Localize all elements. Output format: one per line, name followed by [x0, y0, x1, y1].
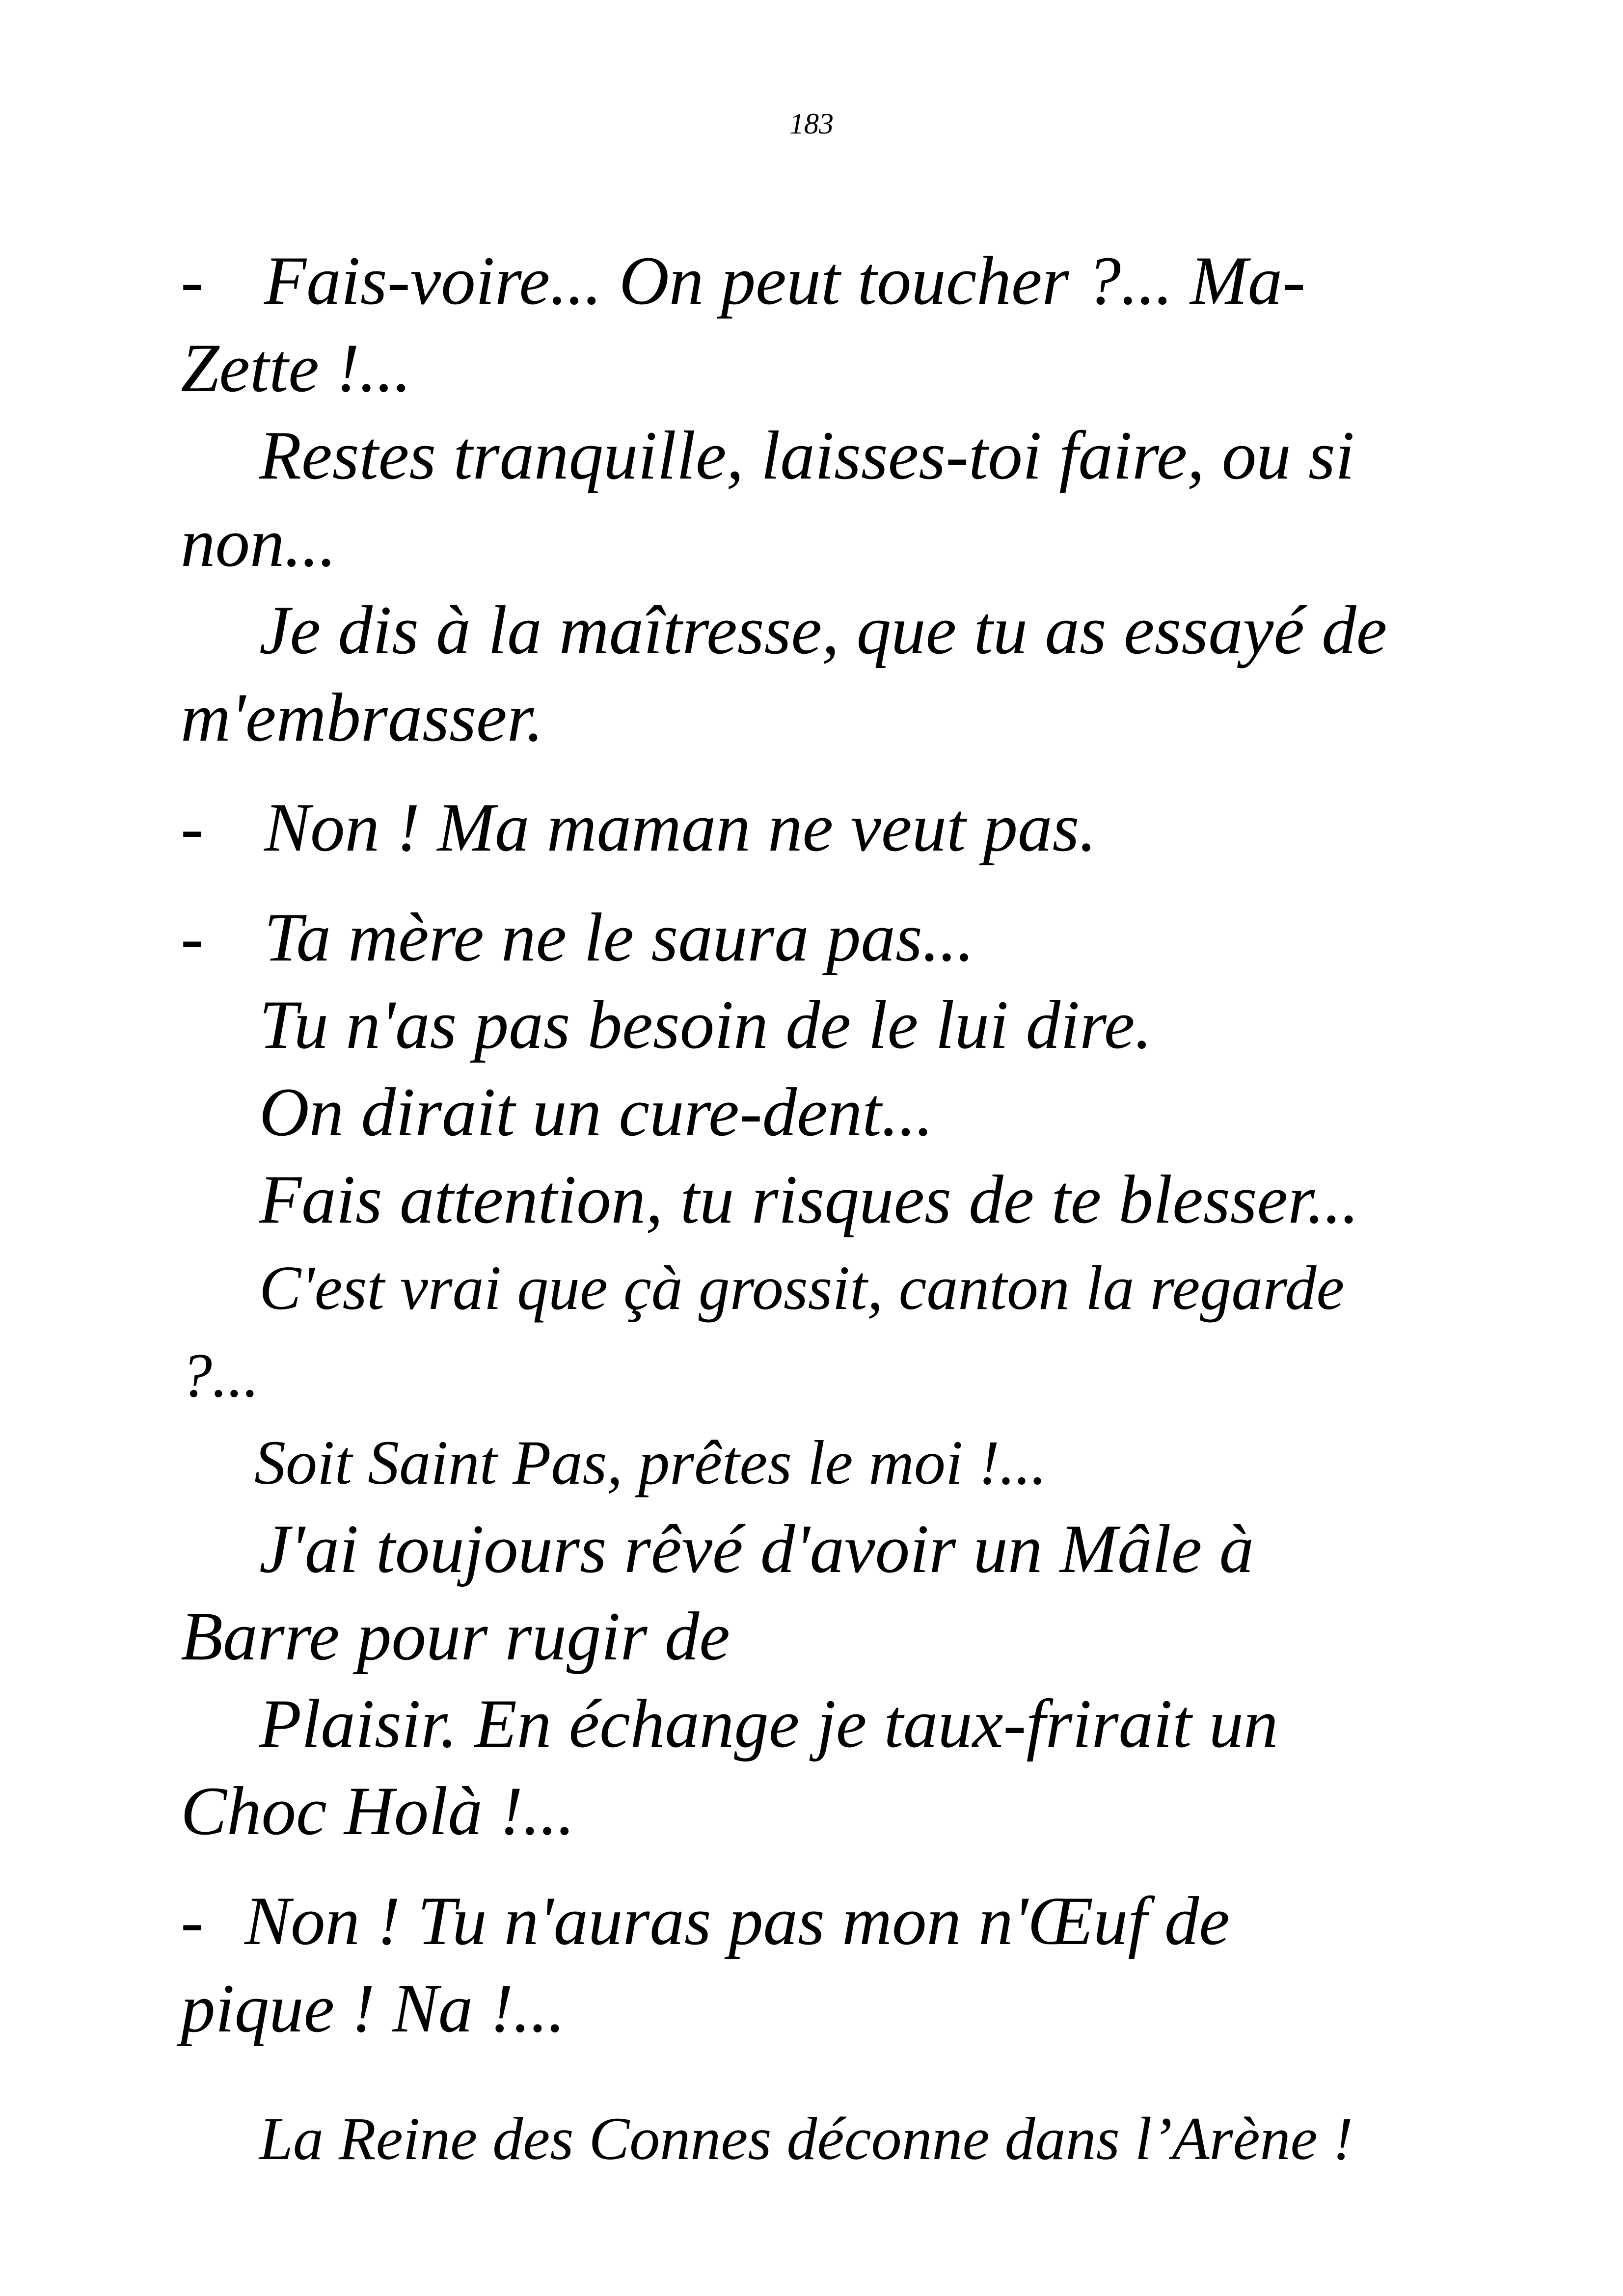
dialogue-line [181, 1883, 1230, 1959]
text-line: C'est vrai que çà grossit, canton la regarde [259, 1253, 1345, 1323]
text-line: Zette !... [181, 330, 411, 406]
text-line: Je dis à la maîtresse, que tu as essayé de [259, 592, 1387, 668]
dialogue-line [181, 242, 1306, 319]
closing-line: La Reine des Connes déconne dans l’Arène ! [259, 2105, 1353, 2172]
text-line: ?... [181, 1340, 259, 1410]
text-line: Choc Holà !... [181, 1773, 575, 1849]
text-line: Barre pour rugir de [181, 1598, 730, 1675]
dialogue-line [181, 789, 1097, 866]
page-number: 183 [789, 107, 834, 140]
text-line: Restes tranquille, laisses-toi faire, ou si [259, 417, 1355, 494]
dialogue-dash: - [181, 899, 204, 976]
dialogue-dash: - [181, 242, 204, 319]
dialogue-dash: - [181, 789, 204, 866]
text-line: Fais attention, tu risques de te blesser... [259, 1161, 1359, 1238]
text-line: Soit Saint Pas, prêtes le moi !... [254, 1428, 1047, 1497]
text-line: J'ai toujours rêvé d'avoir un Mâle à [259, 1511, 1254, 1587]
text-line: m'embrasser. [181, 679, 544, 756]
dialogue-dash: - [181, 1883, 204, 1959]
text-line: Tu n'as pas besoin de le lui dire. [259, 987, 1152, 1063]
text-line: pique ! Na !... [181, 1970, 566, 2047]
dialogue-text: Non ! Tu n'auras pas mon n'Œuf de [244, 1883, 1230, 1959]
text-line: Plaisir. En échange je taux-frirait un [259, 1685, 1278, 1762]
text-line: On dirait un cure-dent... [259, 1074, 934, 1150]
dialogue-text: Ta mère ne le saura pas... [264, 899, 974, 976]
dialogue-line [181, 899, 974, 976]
dialogue-text: Fais-voire... On peut toucher ?... Ma- [264, 242, 1306, 319]
dialogue-text: Non ! Ma maman ne veut pas. [264, 789, 1097, 866]
text-line: non... [181, 505, 337, 581]
